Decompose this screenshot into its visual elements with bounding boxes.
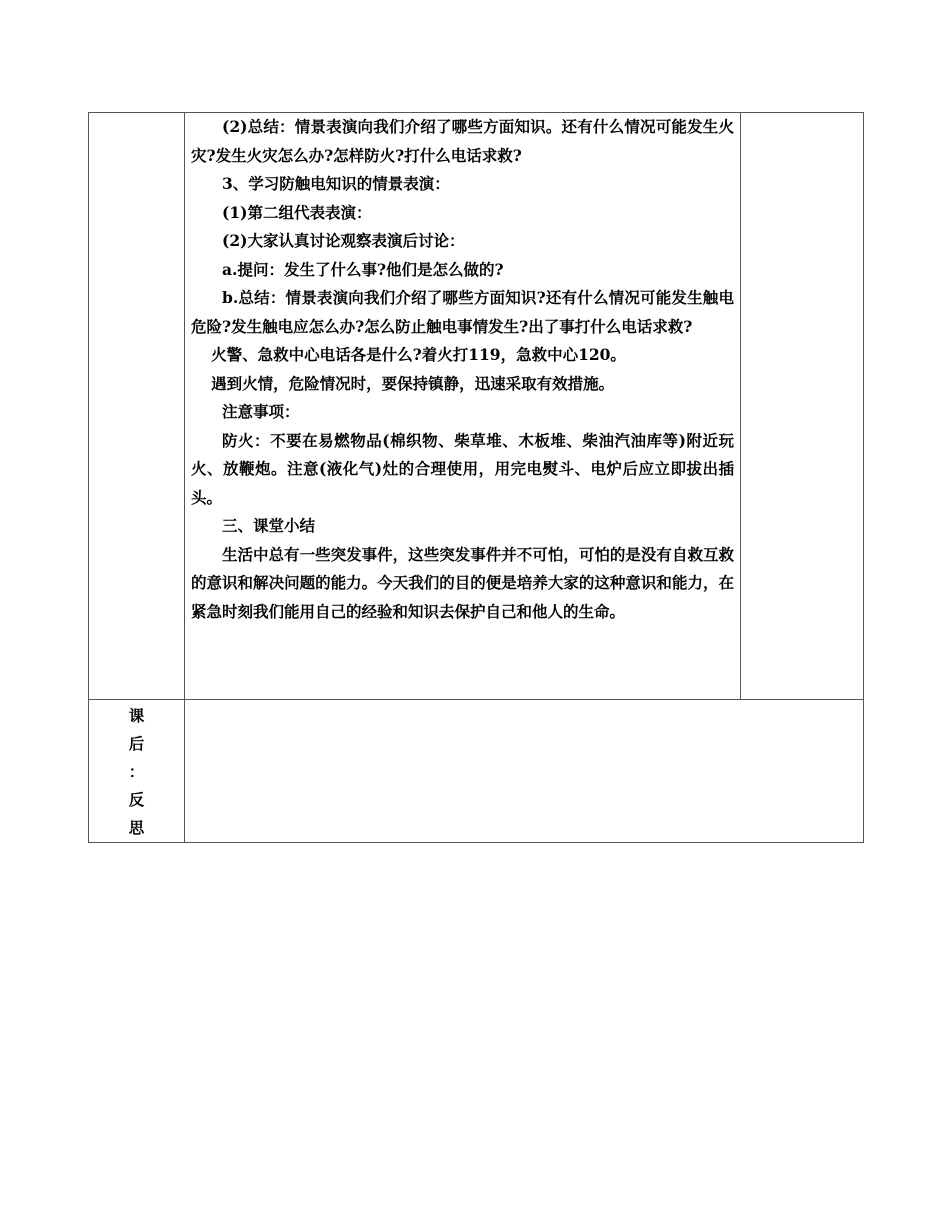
reflection-label-char: ： (128, 762, 145, 781)
reflection-label-char: 后 (128, 734, 145, 753)
reflection-content-cell (185, 700, 864, 843)
paragraph-stay-calm: 遇到火情，危险情况时，要保持镇静，迅速采取有效措施。 (211, 373, 615, 393)
teaching-content (185, 113, 740, 626)
paragraph-group-two-performance: (1)第二组代表表演： (222, 202, 372, 222)
paragraph-emergency-numbers: 火警、急救中心电话各是什么?着火打119，急救中心120。 (211, 345, 626, 364)
paragraph-question-a: a.提问：发生了什么事?他们是怎么做的? (222, 259, 504, 279)
paragraph-class-summary-heading: 三、课堂小结 (222, 516, 316, 535)
paragraph-fire-prevention: 防火：不要在易燃物品(棉织物、柴草堆、木板堆、柴油汽油库等)附近玩火、放鞭炮。注意(液化气)灶的合理使用，用完电熨斗、电炉后应立即拔出插头。 (191, 430, 734, 507)
paragraph-class-summary: 生活中总有一些突发事件，这些突发事件并不可怕，可怕的是没有自救互救的意识和解决问题的能力。今天我们的目的便是培养大家的这种意识和能力，在紧急时刻我们能用自己的经验和知识去保护自己和他人的生命。 (191, 544, 734, 621)
paragraph-electric-heading: 3、学习防触电知识的情景表演： (222, 174, 450, 193)
teaching-process-row (89, 113, 864, 700)
reflection-label-char: 课 (128, 706, 145, 725)
lesson-plan-table (88, 112, 864, 843)
paragraph-summary-b: b.总结：情景表演向我们介绍了哪些方面知识?还有什么情况可能发生触电危险?发生触电应怎么办?怎么防止触电事情发生?出了事打什么电话求救? (191, 288, 734, 336)
paragraph-summary-fire: (2)总结：情景表演向我们介绍了哪些方面知识。还有什么情况可能发生火灾?发生火灾怎么办?怎样防火?打什么电话求救? (191, 117, 734, 165)
teaching-content-cell (185, 113, 741, 700)
reflection-row (89, 700, 864, 843)
reflection-label-char: 思 (128, 818, 145, 837)
left-cell-empty (89, 113, 185, 700)
paragraph-notes-heading: 注意事项： (222, 402, 300, 421)
right-cell-empty (741, 113, 864, 700)
paragraph-discussion: (2)大家认真讨论观察表演后讨论： (222, 231, 465, 250)
reflection-label (89, 700, 184, 842)
reflection-label-cell (89, 700, 185, 843)
reflection-label-char: 反 (128, 790, 145, 809)
